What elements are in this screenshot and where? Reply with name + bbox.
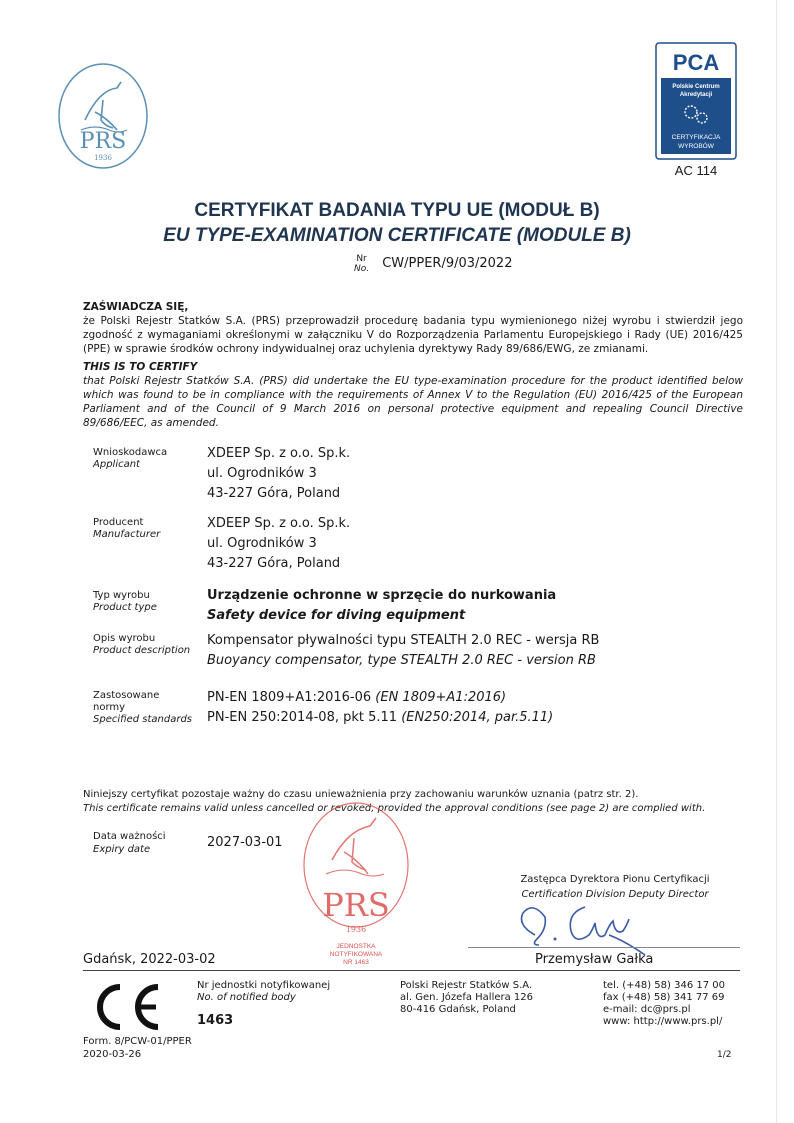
- applicant-street: ul. Ogrodników 3: [207, 466, 317, 481]
- standards-value: [207, 688, 727, 728]
- certify-text-pl: że Polski Rejestr Statków S.A. (PRS) przeprowadził procedurę badania typu wymienionego niżej wyrobu i stwierdził jego zgodność z wymaganiami określonymi w załączniku V do Rozporządzenia Parlamentu Europejskiego i Rady (UE) 2016/425 (PPE) w sprawie środków ochrony indywidualnej oraz uchylenia dyrektywy Rady 89/686/EWG, ze zmianami.: [83, 315, 743, 355]
- product-type-label: [93, 590, 193, 614]
- standards-label: [93, 690, 193, 726]
- standard-2: [207, 708, 727, 728]
- standard-1-pl: PN-EN 1809+A1:2016-06: [207, 690, 376, 705]
- applicant-city: 43-227 Góra, Poland: [207, 486, 341, 501]
- prs-contact-email[interactable]: e-mail: dc@prs.pl: [603, 1004, 691, 1015]
- pca-line2: Akredytacji: [679, 92, 713, 98]
- stamp-year: 1936: [345, 925, 367, 934]
- stamp-line3: NR 1463: [343, 959, 369, 966]
- prs-address: [400, 980, 560, 1016]
- notified-body-number: 1463: [197, 1013, 234, 1028]
- manufacturer-name: XDEEP Sp. z o.o. Sp.k.: [207, 516, 351, 531]
- expiry-label-pl: Data ważności: [93, 831, 166, 842]
- pca-accreditation-number: AC 114: [674, 163, 718, 178]
- manufacturer-city: 43-227 Góra, Poland: [207, 556, 341, 571]
- applicant-label: [93, 447, 193, 471]
- pca-accreditation-logo: [655, 42, 737, 160]
- signatory-title-en: Certification Division Deputy Director: [521, 889, 709, 900]
- validity-en: This certificate remains valid unless cancelled or revoked, provided the approval conditions (see page 2) are complied with.: [83, 803, 706, 814]
- manufacturer-label-pl: Producent: [93, 517, 144, 528]
- product-description-label-en: Product description: [93, 645, 191, 656]
- prs-contact-fax: fax (+48) 58) 341 77 69: [603, 992, 725, 1003]
- footer-divider: [83, 970, 740, 971]
- prs-notified-body-stamp: [296, 790, 436, 980]
- prs-logo-year: 1936: [94, 154, 112, 162]
- form-id-number: Form. 8/PCW-01/PPER: [83, 1036, 192, 1047]
- certify-heading-en: THIS IS TO CERTIFY: [83, 361, 198, 373]
- stamp-line1: JEDNOSTKA: [336, 943, 376, 950]
- product-description-label: [93, 633, 193, 657]
- manufacturer-label: [93, 517, 193, 541]
- product-type-en: Safety device for diving equipment: [207, 608, 466, 623]
- applicant-name: XDEEP Sp. z o.o. Sp.k.: [207, 446, 351, 461]
- expiry-label-en: Expiry date: [93, 844, 151, 855]
- standard-1-en: (EN 1809+A1:2016): [375, 690, 507, 705]
- expiry-label: [93, 830, 193, 856]
- signatory-name: Przemysław Gałka: [535, 952, 654, 967]
- applicant-label-pl: Wnioskodawca: [93, 447, 168, 458]
- prs-address-line3: 80-416 Gdańsk, Poland: [400, 1004, 516, 1015]
- form-id-date: 2020-03-26: [83, 1049, 142, 1060]
- product-description-pl: Kompensator pływalności typu STEALTH 2.0 REC - wersja RB: [207, 633, 600, 648]
- product-description-value: [207, 631, 727, 671]
- manufacturer-label-en: Manufacturer: [93, 529, 161, 540]
- validity-pl: Niniejszy certyfikat pozostaje ważny do czasu unieważnienia przy zachowaniu warunków uznania (patrz str. 2).: [83, 789, 639, 800]
- prs-contact: [603, 980, 743, 1028]
- certificate-number-block: [354, 253, 512, 274]
- nr-label-pl: Nr: [356, 253, 367, 264]
- standards-label-en: Specified standards: [93, 714, 193, 725]
- page-edge: [776, 0, 777, 1123]
- standards-label-pl: Zastosowane normy: [93, 690, 160, 713]
- pca-line1: Polskie Centrum: [672, 84, 720, 90]
- prs-contact-tel: tel. (+48) 58) 346 17 00: [603, 980, 725, 991]
- expiry-date: 2027-03-01: [207, 835, 283, 850]
- stamp-line2: NOTYFIKOWANA: [329, 951, 383, 958]
- applicant-label-en: Applicant: [93, 459, 140, 470]
- certificate-number-label: [354, 254, 369, 274]
- standard-1: [207, 688, 727, 708]
- pca-line3: CERTYFIKACJA: [671, 134, 721, 141]
- manufacturer-street: ul. Ogrodników 3: [207, 536, 317, 551]
- prs-address-line1: Polski Rejestr Statków S.A.: [400, 980, 533, 991]
- certificate-number: CW/PPER/9/03/2022: [382, 256, 513, 271]
- prs-logo-text: PRS: [79, 129, 127, 154]
- place-and-date: Gdańsk, 2022-03-02: [83, 952, 216, 967]
- certify-heading-pl: ZAŚWIADCZA SIĘ,: [83, 301, 189, 313]
- product-type-pl: Urządzenie ochronne w sprzęcie do nurkowania: [207, 588, 557, 603]
- product-type-label-en: Product type: [93, 602, 157, 613]
- signatory-title-pl: Zastępca Dyrektora Pionu Certyfikacji: [520, 874, 710, 885]
- prs-address-line2: al. Gen. Józefa Hallera 126: [400, 992, 534, 1003]
- stamp-text: PRS: [322, 886, 390, 924]
- manufacturer-value: [207, 514, 727, 574]
- notified-body-label-en: No. of notified body: [197, 992, 296, 1003]
- product-type-value: [207, 586, 727, 626]
- standard-2-en: (EN250:2014, par.5.11): [401, 710, 554, 725]
- product-description-en: Buoyancy compensator, type STEALTH 2.0 REC - version RB: [207, 653, 596, 668]
- product-type-label-pl: Typ wyrobu: [93, 590, 150, 601]
- pca-logo-text: PCA: [672, 50, 720, 75]
- certify-text-en: that Polski Rejestr Statków S.A. (PRS) did undertake the EU type-examination procedure for the product identified below which was found to be in compliance with the requirements of Annex V to the Regulation (EU) 2016/425 of the European Parliament and of the Council of 9 March 2016 on personal protective equipment and repealing Council Directive 89/686/EEC, as amended.: [83, 375, 743, 429]
- ce-mark-icon: [90, 981, 165, 1033]
- title-english: EU TYPE-EXAMINATION CERTIFICATE (MODULE B): [163, 225, 631, 246]
- notified-body-label-pl: Nr jednostki notyfikowanej: [197, 980, 331, 991]
- applicant-value: [207, 444, 727, 504]
- page-number: 1/2: [717, 1050, 732, 1060]
- pca-line4: WYROBÓW: [678, 143, 714, 150]
- standard-2-pl: PN-EN 250:2014-08, pkt 5.11: [207, 710, 402, 725]
- prs-logo: [55, 60, 151, 172]
- prs-contact-website[interactable]: www: http://www.prs.pl/: [603, 1016, 723, 1027]
- nr-label-en: No.: [354, 263, 370, 274]
- notified-body-label: [197, 980, 347, 1004]
- product-description-label-pl: Opis wyrobu: [93, 633, 156, 644]
- form-identifier: [83, 1035, 192, 1061]
- title-polish: CERTYFIKAT BADANIA TYPU UE (MODUŁ B): [194, 200, 600, 221]
- signature-line: [468, 947, 740, 948]
